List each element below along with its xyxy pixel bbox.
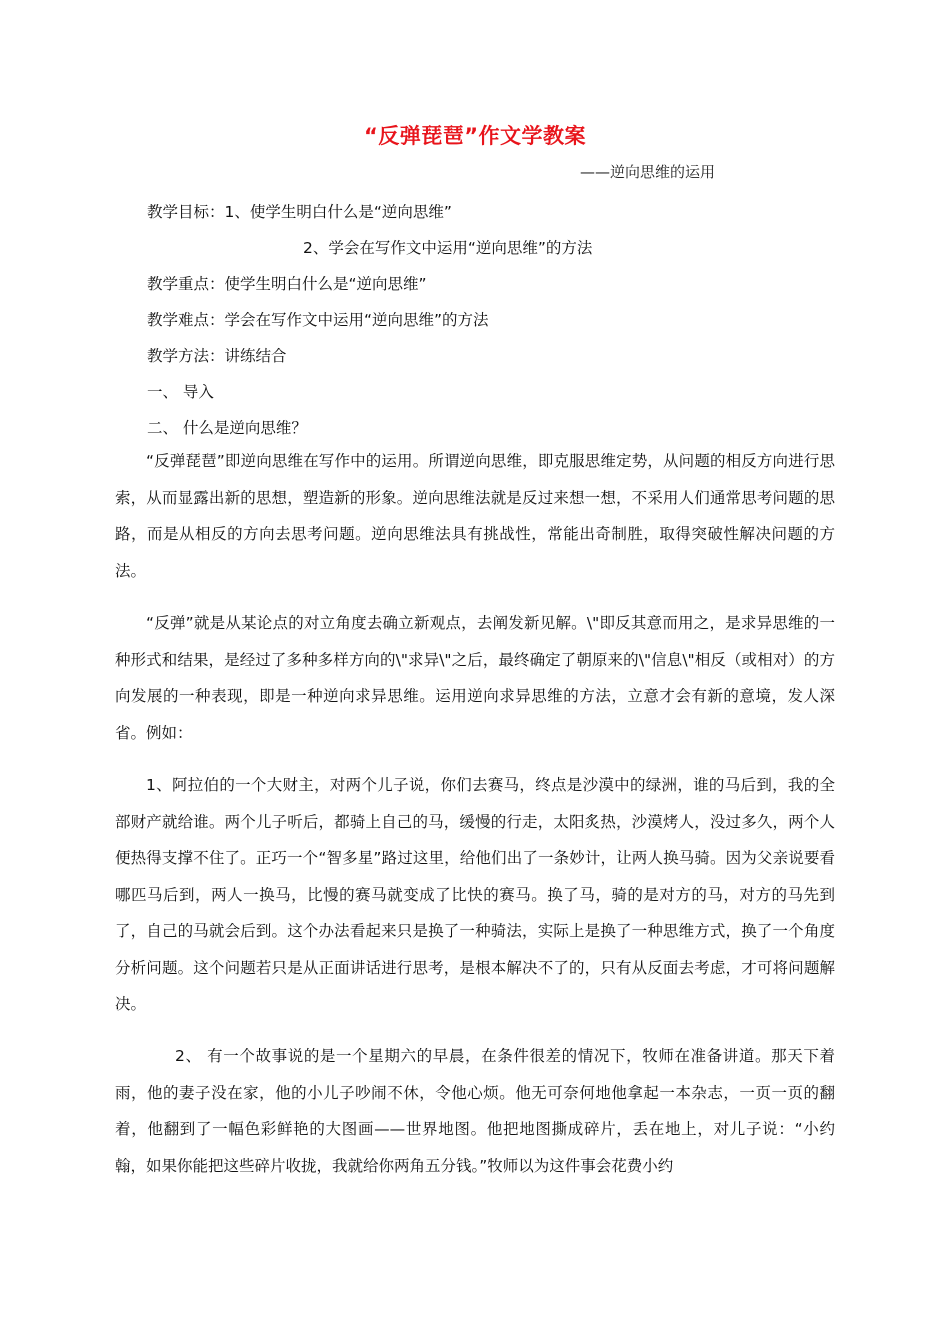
teaching-focus: 教学重点：使学生明白什么是“逆向思维”: [147, 275, 427, 293]
teaching-goal-1: 教学目标：1、使学生明白什么是“逆向思维”: [147, 203, 452, 221]
paragraph-1-text: “反弹琵琶”即逆向思维在写作中的运用。所谓逆向思维，即克服思维定势，从问题的相反方向进行思索，从而显露出新的思想，塑造新的形象。逆向思维法就是反过来想一想，不采用人们通常思考问题的思路，而是从相反的方向去思考问题。逆向思维法具有挑战性，常能出奇制胜，取得突破性解决问题的方法。: [115, 452, 835, 580]
paragraph-2-text: “反弹”就是从某论点的对立角度去确立新观点，去阐发新见解。\"即反其意而用之，是求异思维的一种形式和结果，是经过了多种多样方向的\"求异\"之后，最终确定了朝原来的\"信息\"相反（或相对）的方向发展的一种表现，即是一种逆向求异思维。运用逆向求异思维的方法，立意才会有新的意境，发人深省。例如：: [115, 614, 835, 742]
section-heading-what-is: 二、 什么是逆向思维？: [147, 419, 307, 437]
teaching-method: 教学方法：讲练结合: [147, 347, 287, 365]
paragraph-2: [115, 605, 835, 751]
section-heading-intro: 一、 导入: [147, 383, 214, 401]
paragraph-3-text: 1、阿拉伯的一个大财主，对两个儿子说，你们去赛马，终点是沙漠中的绿洲，谁的马后到，我的全部财产就给谁。两个儿子听后，都骑上自己的马，缓慢的行走，太阳炙热，沙漠烤人，没过多久，两个人便热得支撑不住了。正巧一个“智多星”路过这里，给他们出了一条妙计，让两人换马骑。因为父亲说要看哪匹马后到，两人一换马，比慢的赛马就变成了比快的赛马。换了马，骑的是对方的马，对方的马先到了，自己的马就会后到。这个办法看起来只是换了一种骑法，实际上是换了一种思维方式，换了一个角度分析问题。这个问题若只是从正面讲话进行思考，是根本解决不了的，只有从反面去考虑，才可将问题解决。: [115, 776, 835, 1013]
paragraph-3: [115, 767, 835, 1023]
teaching-difficulty: 教学难点：学会在写作文中运用“逆向思维”的方法: [147, 311, 489, 329]
teaching-goal-2: 2、学会在写作文中运用“逆向思维”的方法: [303, 239, 593, 257]
paragraph-4: [115, 1038, 835, 1184]
document-title: “反弹琵琶”作文学教案: [363, 124, 587, 148]
document-subtitle: ——逆向思维的运用: [580, 163, 716, 181]
paragraph-4-text: 2、 有一个故事说的是一个星期六的早晨，在条件很差的情况下，牧师在准备讲道。那天下着雨，他的妻子没在家，他的小儿子吵闹不休，令他心烦。他无可奈何地他拿起一本杂志，一页一页的翻着，他翻到了一幅色彩鲜艳的大图画——世界地图。他把地图撕成碎片，丢在地上，对儿子说：“小约翰，如果你能把这些碎片收拢，我就给你两角五分钱。”牧师以为这件事会花费小约: [115, 1047, 835, 1175]
paragraph-1: [115, 443, 835, 589]
